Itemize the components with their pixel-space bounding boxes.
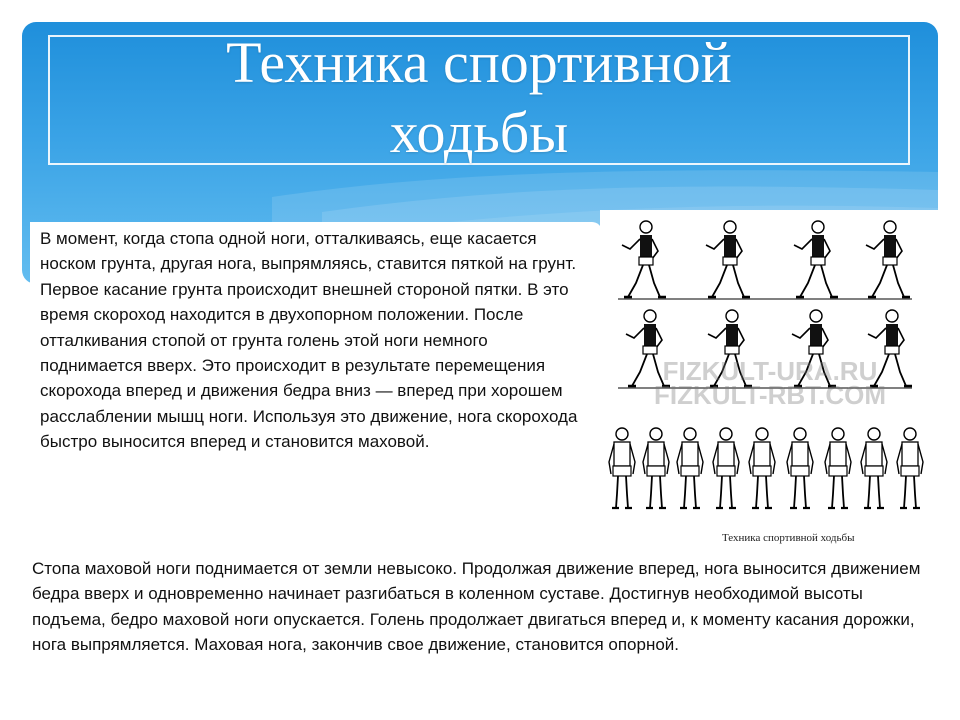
slide-title: [48, 28, 910, 168]
race-walker-side-icon: [706, 221, 750, 297]
paragraph-1: В момент, когда стопа одной ноги, отталкиваясь, еще касается носком грунта, другая нога, выпрямляясь, ставится пяткой на грунт. Первое касание грунта происходит внешней стороной пятки. В это время скороход находится в двухопорном положении. После отталкивания стопой от грунта голень этой ноги немного поднимается вверх. Это происходит в результате перемещения скорохода вперед и движения бедра вниз — вперед при хорошем расслаблении мышц ноги. Используя это движение, нога скорохода быстро выносится вперед и становится маховой.: [40, 229, 578, 452]
race-walker-illustration: [600, 210, 938, 550]
race-walker-side-icon: [794, 221, 838, 297]
race-walker-side-icon: [866, 221, 910, 297]
watermark-line-2: FIZKULT-RBT.COM: [653, 380, 887, 410]
race-walker-front-icon: [861, 428, 887, 508]
race-walker-front-icon: [677, 428, 703, 508]
title-line-2: ходьбы: [389, 100, 569, 165]
race-walker-side-icon: [622, 221, 666, 297]
race-walker-front-icon: [713, 428, 739, 508]
race-walker-front-icon: [643, 428, 669, 508]
race-walker-front-icon: [787, 428, 813, 508]
figure-caption: Техника спортивной ходьбы: [722, 532, 855, 544]
watermark-line-1: FIZKULT-URA.RU: [662, 356, 878, 386]
side-view-row-1: [618, 221, 912, 299]
title-line-1: Техника спортивной: [226, 30, 732, 95]
race-walker-front-icon: [609, 428, 635, 508]
paragraph-2: Стопа маховой ноги поднимается от земли невысоко. Продолжая движение вперед, нога выносится движением бедра вверх и одновременно начинает разгибаться в коленном суставе. Достигнув необходимой высоты подъема, бедро маховой ноги опускается. Голень продолжает двигаться вперед и, к моменту касания дорожки, нога выпрямляется. Маховая нога, закончив свое движение, становится опорной.: [32, 559, 921, 655]
race-walker-front-icon: [749, 428, 775, 508]
watermark: [654, 356, 886, 410]
race-walker-front-icon: [897, 428, 923, 508]
race-walker-front-icon: [825, 428, 851, 508]
race-walking-figure: [600, 210, 938, 550]
front-view-row: [609, 428, 923, 508]
